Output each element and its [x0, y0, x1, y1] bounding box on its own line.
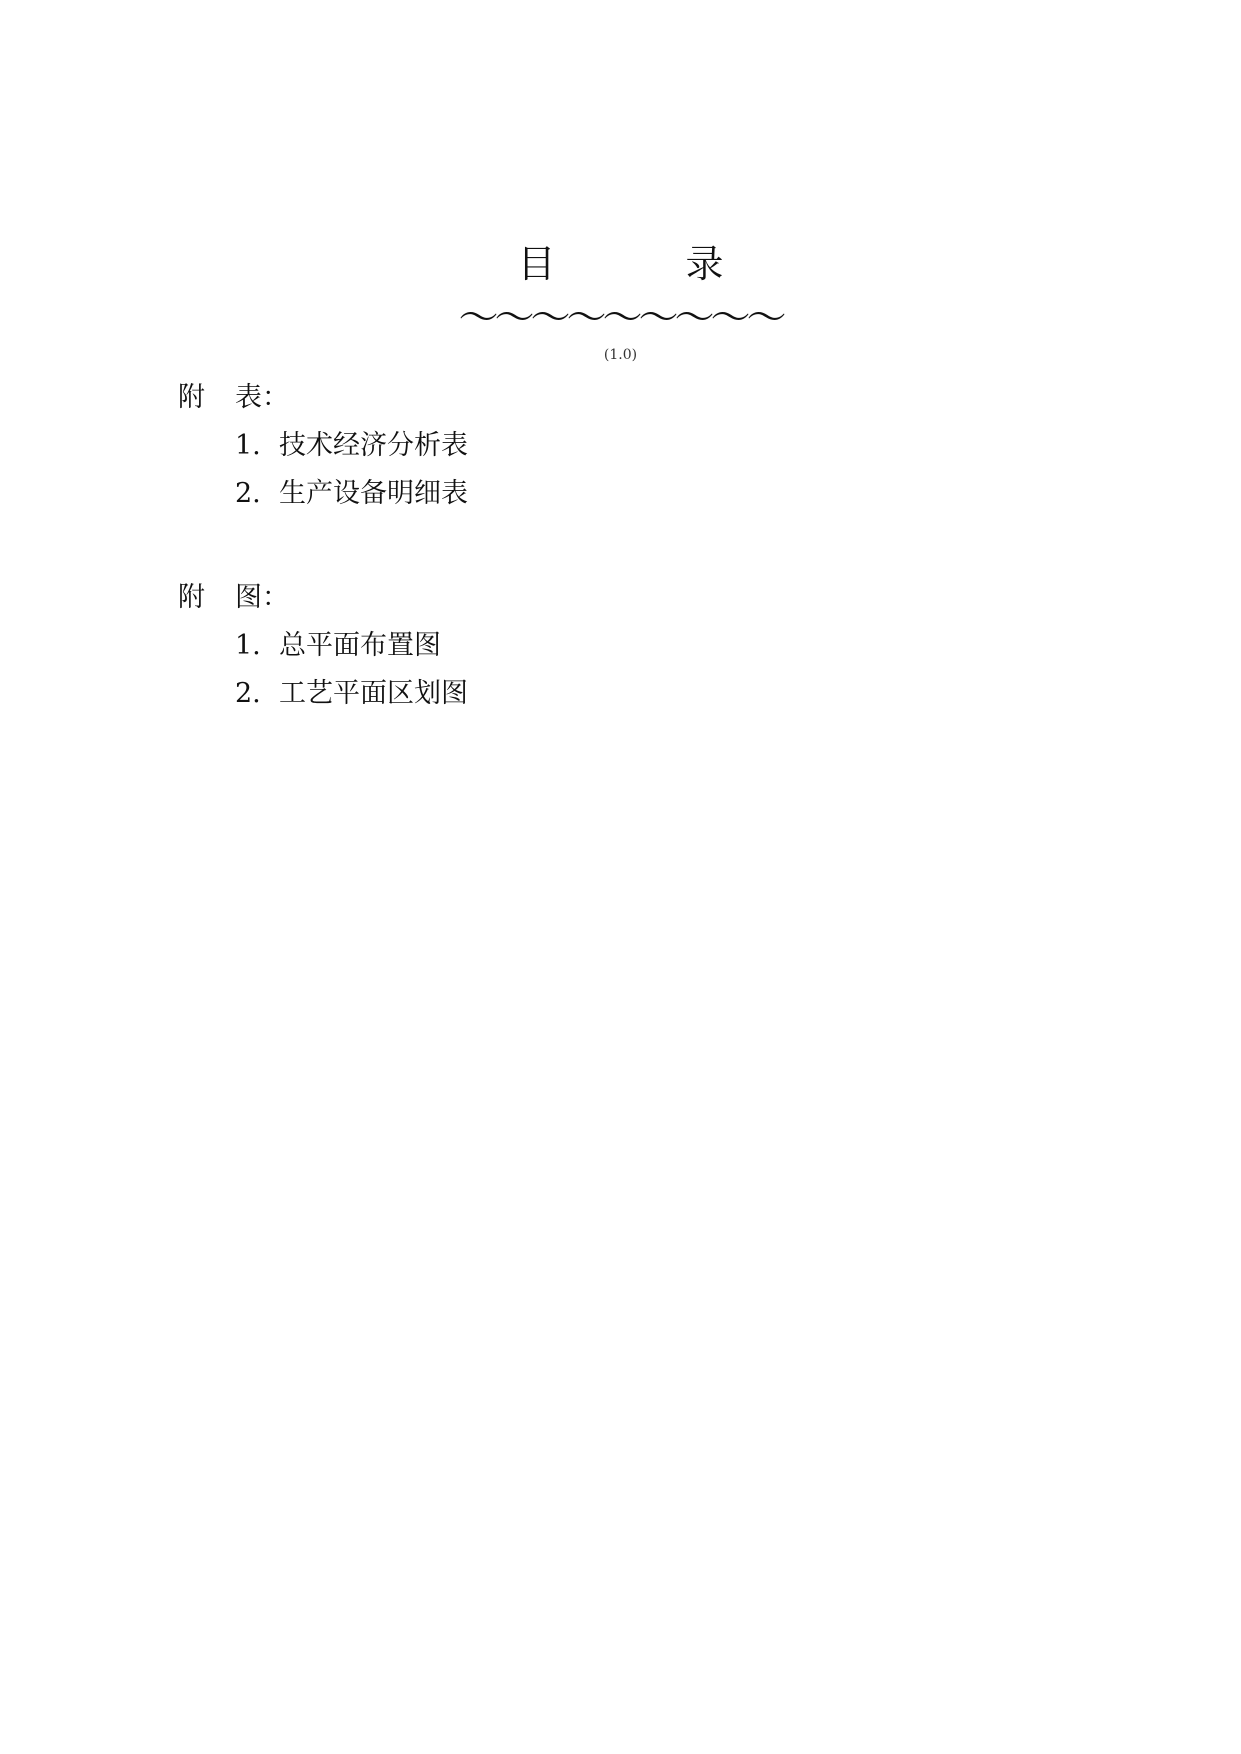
- list-item-number: 2.: [235, 678, 261, 709]
- page-title: [0, 238, 1241, 290]
- wave-divider: ～～～～～～～～～: [458, 295, 783, 341]
- section-heading-char-1: 附: [178, 582, 205, 613]
- title-char-1: 目: [517, 242, 556, 286]
- list-item: [235, 428, 468, 464]
- list-item: [235, 628, 441, 664]
- section-heading-tables: [178, 380, 289, 416]
- list-item-number: 1.: [235, 630, 261, 661]
- list-item-number: 1.: [235, 430, 261, 461]
- list-item-label: 总平面布置图: [279, 630, 441, 661]
- section-heading-char-1: 附: [178, 382, 205, 413]
- section-heading-char-2: 表：: [235, 382, 289, 413]
- list-item-label: 工艺平面区划图: [279, 678, 468, 709]
- section-heading-char-2: 图：: [235, 582, 289, 613]
- list-item-label: 生产设备明细表: [279, 478, 468, 509]
- version-label: (1.0): [603, 347, 638, 363]
- list-item: [235, 476, 468, 512]
- section-heading-figures: [178, 580, 289, 616]
- title-char-2: 录: [685, 242, 724, 286]
- list-item-number: 2.: [235, 478, 261, 509]
- list-item-label: 技术经济分析表: [279, 430, 468, 461]
- list-item: [235, 676, 468, 712]
